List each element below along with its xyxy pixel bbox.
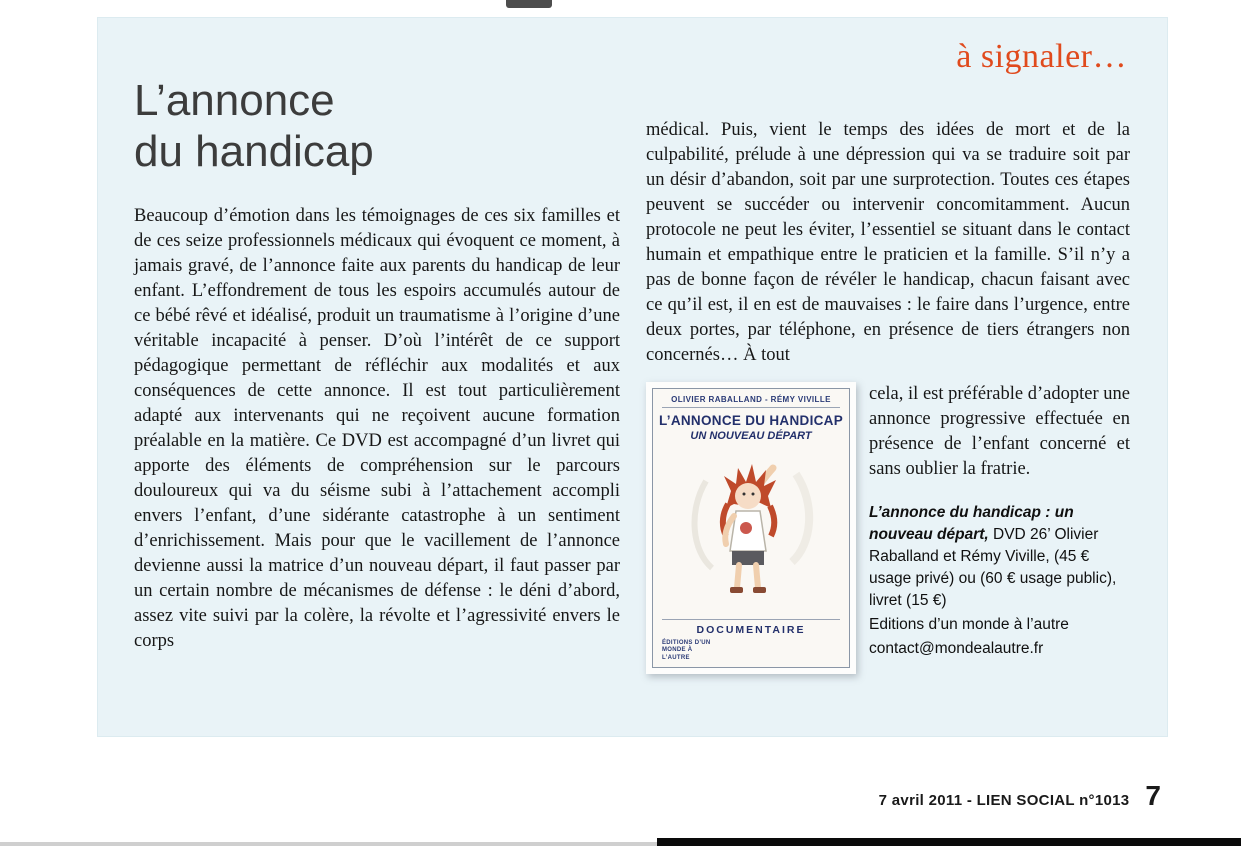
dvd-cover-illustration <box>658 442 844 619</box>
dvd-cover-title: L’ANNONCE DU HANDICAP <box>658 413 844 428</box>
magazine-page <box>97 17 1168 737</box>
left-column <box>134 204 620 654</box>
dvd-cover-authors: OLIVIER RABALLAND - RÉMY VIVILLE <box>662 395 841 408</box>
scan-artifact-bottom-gray <box>0 842 660 846</box>
right-column <box>646 118 1130 674</box>
media-row <box>646 382 1130 674</box>
article-title <box>134 76 374 177</box>
dvd-cover-inner <box>652 388 850 668</box>
scan-artifact-bottom-black <box>657 838 1241 846</box>
article-title-line2: du handicap <box>134 126 374 176</box>
section-flag: à signaler… <box>956 38 1127 75</box>
dvd-cover-genre: DOCUMENTAIRE <box>662 619 841 636</box>
dvd-caption-credits: DVD 26’ Olivier Raballand et Rémy Viville, (45 € usage privé) ou (60 € usage public), livret (15 €) <box>869 526 1117 609</box>
article-body-wrap: cela, il est préférable d’adopter une annonce progressive effectuée en présence de l’enfant concerné et sans oublier la fratrie. <box>869 384 1130 479</box>
dvd-caption-title: L’annonce du handicap : un nouveau départ, <box>869 504 1074 543</box>
footer-page-number: 7 <box>1145 780 1161 811</box>
dvd-caption-publisher: Editions d’un monde à l’autre <box>869 616 1069 633</box>
dvd-cover-publisher-logo: ÉDITIONS D’UN MONDE À L’AUTRE <box>662 639 711 662</box>
page-footer <box>879 780 1161 812</box>
dvd-caption-main <box>869 502 1130 612</box>
dvd-caption <box>869 502 1130 660</box>
scan-artifact-top <box>506 0 552 8</box>
article-body-right: médical. Puis, vient le temps des idées de mort et de la culpabilité, prélude à une dépression qui va se traduire soit par un désir d’abandon, soit par une surprotection. Toutes ces étapes peuvent se succéder ou intervenir concomitamment. Aucun protocole ne peut les éviter, l’essentiel se situant dans le contact humain et empathique entre le praticien et la famille. S’il n’y a pas de bonne façon de révéler le handicap, chacun faisant avec ce qu’il est, il en est de mauvaises : le faire dans l’urgence, entre deux portes, par téléphone, en présence de tiers étrangers non concernés… À tout <box>646 120 1130 365</box>
dvd-caption-email: contact@mondealautre.fr <box>869 640 1044 657</box>
footer-issue-label: 7 avril 2011 - LIEN SOCIAL n°1013 <box>878 792 1130 809</box>
article-body-left: Beaucoup d’émotion dans les témoignages de ces six familles et de ces seize professionnels médicaux qui évoquent ce moment, à jamais gravé, de l’annonce faite aux parents du handicap de leur enfant. L’effondrement de tous les espoirs accumulés autour de ce bébé rêvé et idéalisé, produit un traumatisme à l’origine d’une véritable incapacité à penser. D’où l’intérêt de ce support pédagogique permettant de réfléchir aux modalités et aux conséquences de cette annonce. Il est tout particulièrement adapté aux intervenants qui ne reçoivent aucune formation préalable en la matière. Ce DVD est accompagné d’un livret qui apporte des éléments de compréhension sur le parcours douloureux qui va du séisme subi à l’attachement accompli envers l’enfant, d’une sidérante catastrophe à un sentiment d’enrichissement. Mais pour que le vacillement de l’annonce devienne aussi la matrice d’un nouveau départ, il faut passer par un certain nombre de mécanismes de défense : le déni d’abord, assez vite suivi par la colère, la révolte et l’agressivité envers le corps <box>134 206 620 651</box>
dvd-cover-subtitle: UN NOUVEAU DÉPART <box>690 430 812 442</box>
dvd-cover <box>646 382 856 674</box>
article-title-line1: L’annonce <box>134 76 335 125</box>
wrap-column <box>869 382 1130 660</box>
